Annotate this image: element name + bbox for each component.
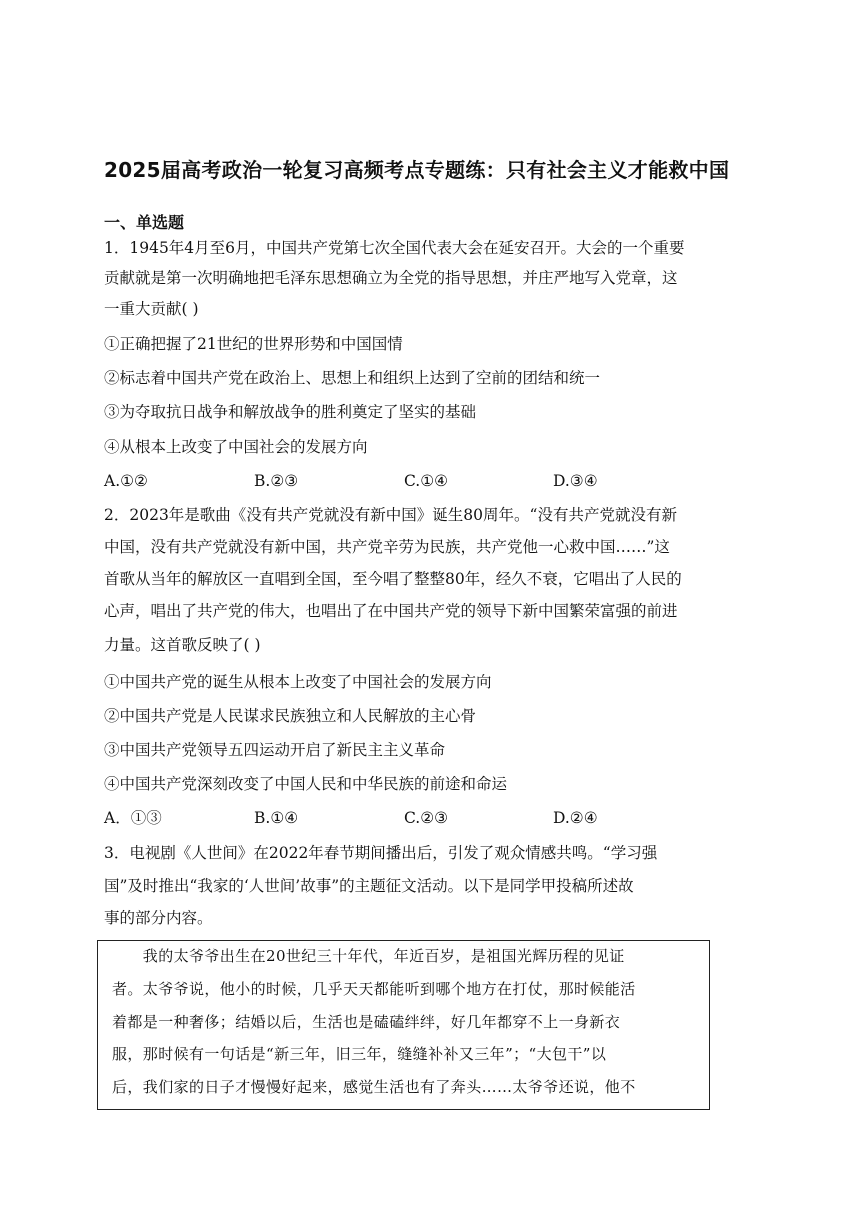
question-1-item: ①正确把握了21世纪的世界形势和中国国情 [104,335,403,353]
question-2-option-a[interactable]: A．①③ [104,809,162,827]
question-2-option-b[interactable]: B.①④ [254,809,299,827]
question-3-stem-line: 国”及时推出“我家的‘人世间’故事”的主题征文活动。以下是同学甲投稿所述故 [104,877,634,895]
question-2-stem-line: 力量。这首歌反映了( ) [104,636,261,654]
question-2-stem-line: 中国，没有共产党就没有新中国，共产党辛劳为民族，共产党他一心救中国……”这 [104,538,670,556]
question-2-item: ②中国共产党是人民谋求民族独立和人民解放的主心骨 [104,707,477,725]
question-1-stem-line: 1．1945年4月至6月，中国共产党第七次全国代表大会在延安召开。大会的一个重要 [104,239,685,257]
question-2-option-d[interactable]: D.②④ [553,809,598,827]
question-2-option-c[interactable]: C.②③ [404,809,449,827]
story-line: 后，我们家的日子才慢慢好起来，感觉生活也有了奔头……太爷爷还说，他不 [112,1078,636,1096]
story-line: 我的太爷爷出生在20世纪三十年代，年近百岁，是祖国光辉历程的见证 [112,947,625,965]
question-2-stem-line: 心声，唱出了共产党的伟大，也唱出了在中国共产党的领导下新中国繁荣富强的前进 [104,602,678,620]
story-excerpt-box [97,940,710,1110]
question-1-option-d[interactable]: D.③④ [553,472,598,490]
question-2-item: ①中国共产党的诞生从根本上改变了中国社会的发展方向 [104,673,492,691]
question-1-option-b[interactable]: B.②③ [254,472,299,490]
question-1-stem-line: 一重大贡献( ) [104,300,199,318]
question-2-item: ④中国共产党深刻改变了中国人民和中华民族的前途和命运 [104,775,508,793]
story-line: 着都是一种奢侈；结婚以后，生活也是磕磕绊绊，好几年都穿不上一身新衣 [112,1013,621,1031]
question-1-item: ④从根本上改变了中国社会的发展方向 [104,438,368,456]
question-1-stem-line: 贡献就是第一次明确地把毛泽东思想确立为全党的指导思想，并庄严地写入党章，这 [104,269,678,287]
question-2-stem-line: 2．2023年是歌曲《没有共产党就没有新中国》诞生80周年。“没有共产党就没有新 [104,506,677,524]
question-2-item: ③中国共产党领导五四运动开启了新民主主义革命 [104,741,446,759]
page-title: 2025届高考政治一轮复习高频考点专题练：只有社会主义才能救中国 [104,158,730,182]
question-1-option-a[interactable]: A.①② [104,472,148,490]
question-1-item: ②标志着中国共产党在政治上、思想上和组织上达到了空前的团结和统一 [104,369,601,387]
story-line: 服，那时候有一句话是“新三年，旧三年，缝缝补补又三年”；“大包干”以 [112,1045,607,1063]
question-3-stem-line: 事的部分内容。 [104,909,213,927]
story-line: 者。太爷爷说，他小的时候，几乎天天都能听到哪个地方在打仗，那时候能活 [112,980,636,998]
question-3-stem-line: 3．电视剧《人世间》在2022年春节期间播出后，引发了观众情感共鸣。“学习强 [104,844,658,862]
question-2-stem-line: 首歌从当年的解放区一直唱到全国，至今唱了整整80年，经久不衰，它唱出了人民的 [104,570,682,588]
section-heading: 一、单选题 [104,213,185,232]
question-1-item: ③为夺取抗日战争和解放战争的胜利奠定了坚实的基础 [104,403,477,421]
question-1-option-c[interactable]: C.①④ [404,472,449,490]
